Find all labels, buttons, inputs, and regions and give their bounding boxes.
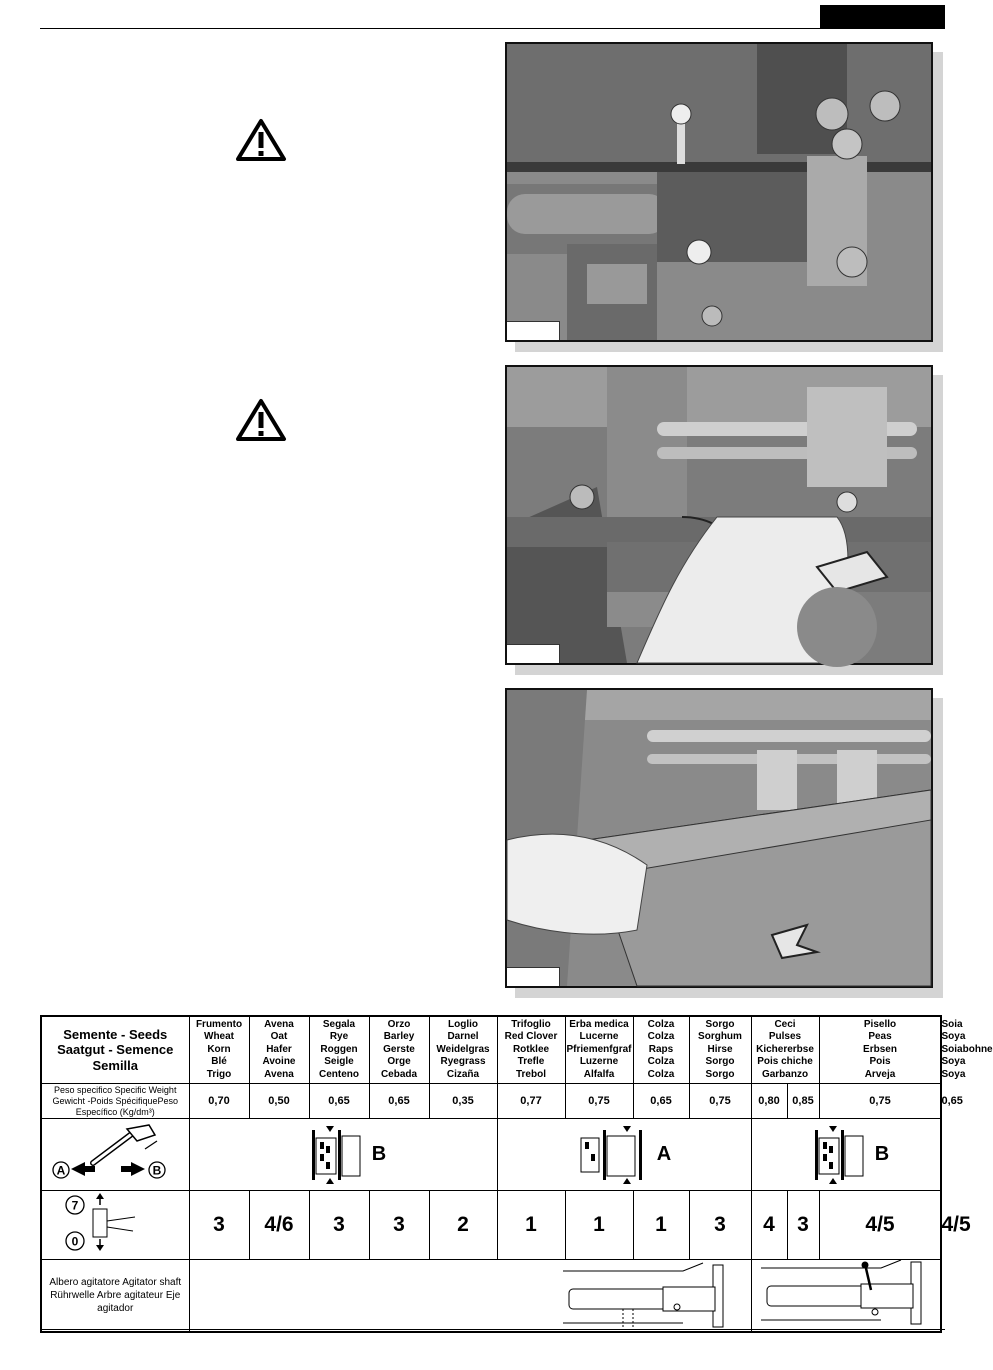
seed-name-cell: Sorgo Sorghum Hirse Sorgo Sorgo (689, 1016, 751, 1084)
photo-tray-removal (505, 688, 933, 988)
lever-ab-icon (41, 1119, 189, 1191)
agitator-shaft-with-pin-cell (751, 1260, 941, 1333)
setting-cell: 1 (633, 1191, 689, 1260)
weight-cell: 0,35 (429, 1084, 497, 1119)
position-cell-b (189, 1119, 497, 1191)
dial-label-bottom: 0 (71, 1234, 79, 1249)
setting-cell: 3 (787, 1191, 819, 1260)
seed-settings-table (40, 1015, 993, 1333)
specific-weight-label: Peso specifico Specific Weight Gewicht -Poids SpécifiquePeso Específico (Kg/dm³) (41, 1084, 189, 1119)
position-cell-b (751, 1119, 941, 1191)
warning-triangle-icon (235, 118, 287, 162)
warning-triangle-icon (235, 398, 287, 442)
weight-cell: 0,65 (309, 1084, 369, 1119)
table-title-cell (41, 1016, 189, 1084)
setting-cell: 4/5 (819, 1191, 941, 1260)
seed-name-cell: Ceci Pulses Kichererbse Pois chiche Garbanzo (751, 1016, 819, 1084)
setting-cell: 3 (309, 1191, 369, 1260)
weight-cell: 0,77 (497, 1084, 565, 1119)
setting-cell: 4/6 (249, 1191, 309, 1260)
setting-cell: 3 (689, 1191, 751, 1260)
photo-number-tag (507, 321, 560, 340)
seed-name-cell: Colza Colza Raps Colza Colza (633, 1016, 689, 1084)
photo-agitator-shaft-bolt (505, 42, 933, 342)
agitator-shaft-drawing (563, 1263, 743, 1329)
weight-cell: 0,75 (565, 1084, 633, 1119)
dial-label-top: 7 (71, 1198, 79, 1213)
weight-cell: 0,65 (369, 1084, 429, 1119)
seed-name-cell: Avena Oat Hafer Avoine Avena (249, 1016, 309, 1084)
setting-cell: 2 (429, 1191, 497, 1260)
weight-cell: 0,70 (189, 1084, 249, 1119)
seed-names-row: Semente - Seeds Saatgut - Semence Semilla Frumento Wheat Korn Blé Trigo Avena Oat Hafer Avoine Avena Segala Rye Roggen Seigle Centeno Orzo Barley Gerste Orge Cebada Loglio Darnel Weidelgras Ryegrass Cizaña Trifoglio Red Clover Rotklee Trefle Trebol Erba medica Lucerne Pfriemenfgraf Luzerne Alfalfa Colza Colza Raps Colza Colza Sorgo Sorghum Hirse Sorgo Sorgo Ceci Pulses Kichererbse Pois chiche Garbanzo Pisello Peas Erbsen Pois Arveja Soia Soya Soiabohne Soya Soya (41, 1016, 941, 1084)
lever-label-a: A (56, 1163, 66, 1178)
dosing-position-b-icon (803, 1124, 865, 1186)
dial-7-0-icon (41, 1191, 189, 1260)
setting-cell: 4 (751, 1191, 787, 1260)
weight-cell: 0,75 (689, 1084, 751, 1119)
dosing-position-b-icon (300, 1124, 362, 1186)
photo-number-tag (507, 644, 560, 663)
dosing-position-a-icon (577, 1124, 647, 1186)
weight-cell: 0,85 (787, 1084, 819, 1119)
footer-rule (40, 1329, 945, 1330)
seed-name-cell: Orzo Barley Gerste Orge Cebada (369, 1016, 429, 1084)
position-cell-a (497, 1119, 751, 1191)
weight-cell: 0,75 (819, 1084, 941, 1119)
seed-name-cell: Pisello Peas Erbsen Pois Arveja (819, 1016, 941, 1084)
position-letter: B (371, 1143, 387, 1165)
agitator-shaft-without-pin-cell (189, 1260, 751, 1333)
table-title-line: Semilla (92, 1057, 139, 1073)
specific-weight-row: Peso specifico Specific Weight Gewicht -Poids SpécifiquePeso Específico (Kg/dm³) 0,70 0,50 0,65 0,65 0,35 0,77 0,75 0,65 0,75 0,80 0,85 0,75 0,65 (41, 1084, 941, 1119)
seed-name-cell: Trifoglio Red Clover Rotklee Trefle Trebol (497, 1016, 565, 1084)
table-title-line: Semente - Seeds (63, 1026, 168, 1042)
seed-name-cell: Segala Rye Roggen Seigle Centeno (309, 1016, 369, 1084)
lever-position-row (41, 1119, 941, 1191)
agitator-shaft-drawing (761, 1260, 931, 1326)
seed-name-cell: Erba medica Lucerne Pfriemenfgraf Luzerne Alfalfa (565, 1016, 633, 1084)
photo-spring-gloved-hand (505, 365, 933, 665)
dial-setting-row: 7 0 3 4/6 3 3 2 1 1 1 3 4 3 4/5 4/5 (41, 1191, 941, 1260)
setting-cell: 1 (497, 1191, 565, 1260)
position-letter: A (656, 1143, 672, 1165)
weight-cell: 0,65 (633, 1084, 689, 1119)
lever-label-b: B (152, 1163, 162, 1178)
setting-cell: 1 (565, 1191, 633, 1260)
table-title-line: Saatgut - Semence (57, 1042, 174, 1058)
setting-cell: 3 (189, 1191, 249, 1260)
weight-cell: 0,80 (751, 1084, 787, 1119)
agitator-row (41, 1260, 941, 1333)
setting-cell: 3 (369, 1191, 429, 1260)
seed-name-cell: Frumento Wheat Korn Blé Trigo (189, 1016, 249, 1084)
photo-number-tag (507, 967, 560, 986)
header-rule (40, 28, 945, 29)
seed-name-cell: Loglio Darnel Weidelgras Ryegrass Cizaña (429, 1016, 497, 1084)
page-tab-marker (820, 5, 945, 28)
position-letter: B (874, 1143, 890, 1165)
weight-cell: 0,50 (249, 1084, 309, 1119)
agitator-label: Albero agitatore Agitator shaft Rührwelle Arbre agitateur Eje agitador (41, 1260, 189, 1333)
